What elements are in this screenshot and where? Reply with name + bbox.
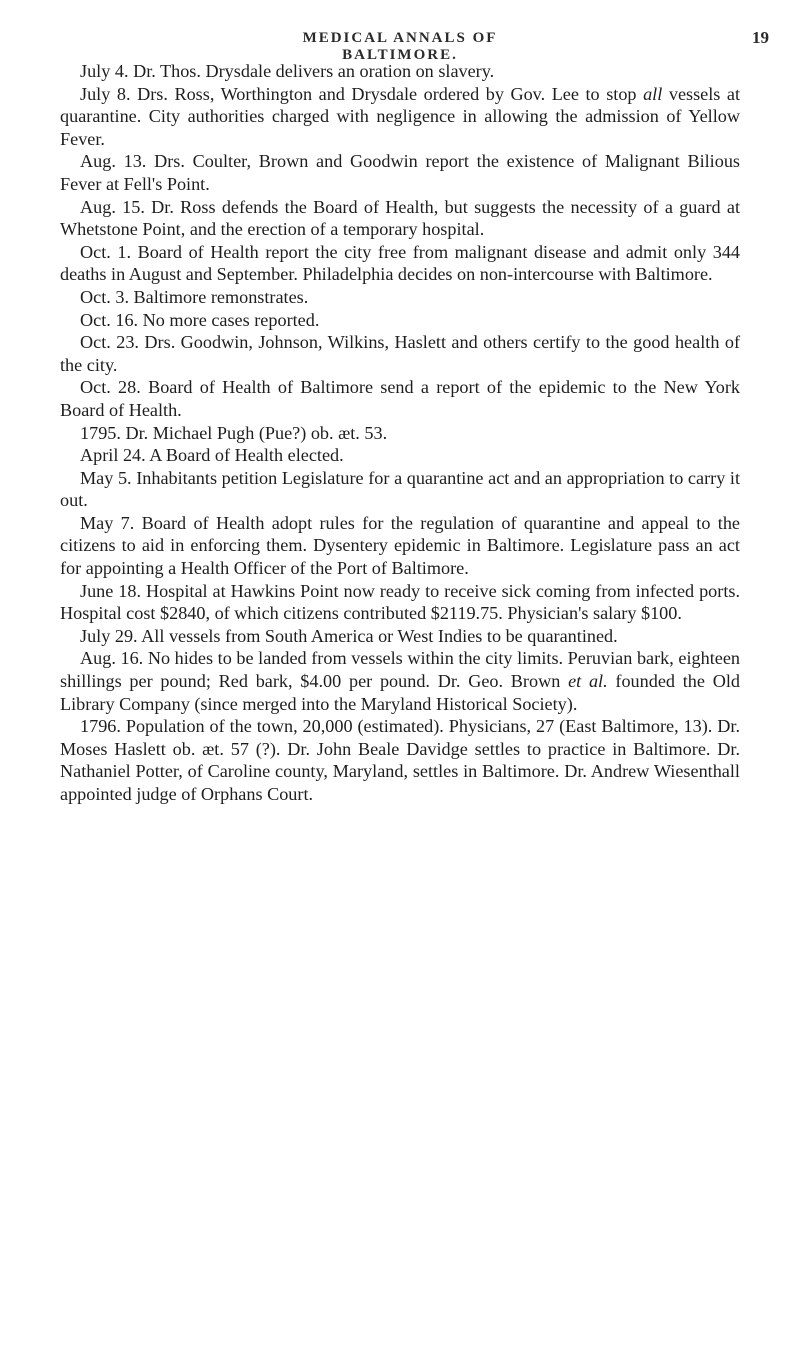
entry-text: All vessels from South America or West Indies to be quarantined. xyxy=(141,625,618,646)
entry xyxy=(60,580,740,625)
entry-date: Oct. 1. xyxy=(80,241,132,262)
entry xyxy=(60,715,740,805)
entry-date: Oct. 3. xyxy=(80,286,129,307)
entry-text: Drs. Coulter, Brown and Goodwin report the existence of Malignant Bilious Fever at Fell's Point. xyxy=(60,151,740,194)
entry-date: July 4. xyxy=(80,61,129,81)
annals-text xyxy=(60,60,740,806)
entry-text: Inhabitants petition Legislature for a quarantine act and an appropriation to carry it out. xyxy=(60,467,741,511)
entry-text-tail: founded the Old Library Company (since merged into the Maryland Historical Society). xyxy=(60,671,740,714)
entry-date: July 8. xyxy=(80,83,131,104)
entry xyxy=(60,512,740,580)
entry xyxy=(60,422,740,445)
entry-italic: et al. xyxy=(568,671,608,692)
entry-text: Dr. Ross defends the Board of Health, but suggests the necessity of a guard at Whetstone Point, and the erection of a temporary hospital. xyxy=(60,196,741,240)
entry xyxy=(60,467,740,512)
entry-date: June 18. xyxy=(80,580,142,601)
entry xyxy=(60,83,740,151)
entry xyxy=(60,241,740,286)
entry-text: Hospital at Hawkins Point now ready to receive sick coming from infected ports. Hospital cost $2840, of which citizens contributed $2119.75. Physician's salary $100. xyxy=(60,580,741,624)
entry-date: Oct. 28. xyxy=(80,377,141,398)
entry-text-tail: vessels at quarantine. City authorities charged with negligence in allowing the admission of Yellow Fever. xyxy=(60,83,741,149)
running-title: MEDICAL ANNALS OF BALTIMORE. xyxy=(302,30,498,63)
page-number: 19 xyxy=(752,28,769,47)
entry-text: Board of Health of Baltimore send a report of the epidemic to the New York Board of Health. xyxy=(60,377,741,420)
entry xyxy=(60,625,740,648)
entry-text: No more cases reported. xyxy=(142,309,320,330)
entry-date: April 24. xyxy=(80,445,146,466)
entry xyxy=(60,647,740,715)
entry-date: 1796. xyxy=(80,716,121,737)
entry-text: Board of Health report the city free from malignant disease and admit only 344 deaths in August and September. Philadelphia decides on non-intercourse with Baltimore. xyxy=(60,241,741,285)
entry-date: Oct. 16. xyxy=(80,309,139,330)
entry xyxy=(60,150,740,195)
entry xyxy=(60,331,740,376)
entry-date: Aug. 15. xyxy=(80,196,145,217)
entry-text: Board of Health adopt rules for the regulation of quarantine and appeal to the citizens to aid in enforcing them. Dysentery epidemic in Baltimore. Legislature pass an act for appointing a Health Officer of the Port of Baltimore. xyxy=(60,512,741,579)
entry-text: No hides to be landed from vessels within the city limits. Peruvian bark, eighteen shillings per pound; Red bark, $4.00 per pound. Dr. Geo. Brown xyxy=(60,648,741,692)
entry-date: Oct. 23. xyxy=(80,332,139,353)
entry-text: Population of the town, 20,000 (estimated). Physicians, 27 (East Baltimore, 13). Dr. Moses Haslett ob. æt. 57 (?). Dr. John Beale Davidge settles to practice in Baltimore. Dr. Nathaniel Potter, of Caroline county, Maryland, settles in Baltimore. Dr. Andrew Wiesenthall appointed judge of Orphans Court. xyxy=(60,716,740,804)
entry-text: Drs. Ross, Worthington and Drysdale ordered by Gov. Lee to stop xyxy=(137,83,637,104)
entry-date: 1795. xyxy=(80,422,121,443)
entry-date: Aug. 16. xyxy=(80,648,144,669)
entry xyxy=(60,376,740,421)
entry-date: May 5. xyxy=(80,467,132,488)
entry-date: May 7. xyxy=(80,512,135,533)
entry xyxy=(60,60,740,83)
entry-date: Aug. 13. xyxy=(80,151,147,172)
entry xyxy=(60,196,740,241)
entry-text: Dr. Thos. Drysdale delivers an oration on slavery. xyxy=(133,61,495,81)
entry xyxy=(60,286,740,309)
entry xyxy=(60,444,740,467)
entry-text: Dr. Michael Pugh (Pue?) ob. æt. 53. xyxy=(125,422,388,443)
entry-text: A Board of Health elected. xyxy=(149,445,344,466)
entry-italic: all xyxy=(643,83,663,104)
entry-text: Drs. Goodwin, Johnson, Wilkins, Haslett and others certify to the good health of the city. xyxy=(60,332,740,375)
entry-date: July 29. xyxy=(80,625,138,646)
entry-text: Baltimore remonstrates. xyxy=(133,286,309,307)
entry xyxy=(60,309,740,332)
